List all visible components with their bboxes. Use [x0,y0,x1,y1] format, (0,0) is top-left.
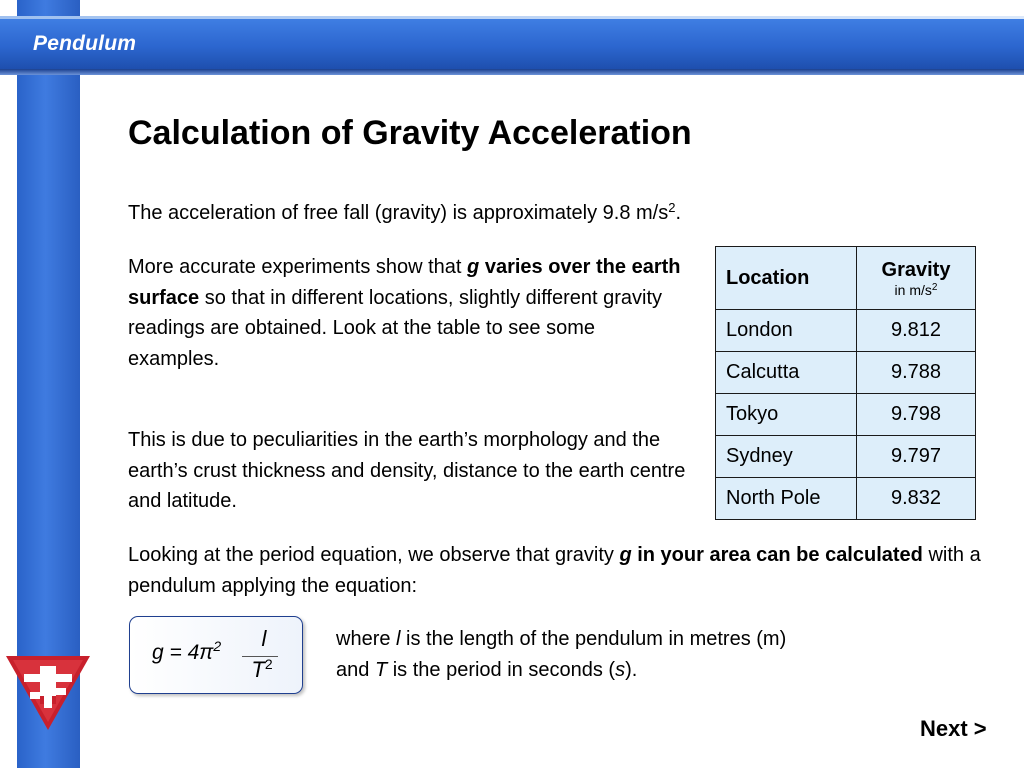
where-text-4: is the period in seconds ( [387,658,616,681]
table-header-gravity [857,247,976,310]
header-bottom-line [0,69,1024,75]
formula-left-text: g = 4π [152,641,214,664]
formula-denominator-sup: 2 [264,656,273,672]
intro-sup: 2 [668,200,676,215]
intro-end: . [675,202,682,224]
experiments-text-2: so that in different locations, slightly different gravity readings are obtained. Look at the table to see some examples. [128,286,662,370]
cause-paragraph: This is due to peculiarities in the earth’s morphology and the earth’s crust thickness and density, distance to the earth centre and latitude. [128,429,686,512]
next-button[interactable]: Next > [920,716,987,741]
formula-denominator [242,657,282,683]
experiments-g-symbol: g [467,256,480,278]
period-text-1: Looking at the period equation, we observe that gravity [128,544,620,566]
formula-left [152,638,222,665]
where-l-symbol: l [396,628,401,650]
table-header-unit-text: in m/s [894,281,932,298]
table-cell-location: Tokyo [716,394,857,436]
where-text-3: and [336,658,375,681]
table-header-row [716,247,976,310]
experiments-text-1: More accurate experiments show that [128,256,468,278]
table-row [716,436,976,478]
table-cell-gravity: 9.797 [857,436,976,478]
intro-paragraph [128,198,681,229]
table-cell-location: London [716,310,857,352]
table-row [716,394,976,436]
period-g-symbol: g [619,544,632,566]
table-cell-gravity: 9.812 [857,310,976,352]
intro-text: The acceleration of free fall (gravity) is approximately 9.8 m/s [128,202,669,224]
where-s-symbol: s [615,658,626,681]
table-cell-gravity: 9.832 [857,478,976,520]
period-text-2: with a pendulum applying the equation: [128,544,981,597]
table-row [716,352,976,394]
table-cell-location: Calcutta [716,352,857,394]
app-title: Pendulum [33,32,137,55]
gravity-table [715,246,976,520]
table-header-unit [857,282,975,299]
page-title: Calculation of Gravity Acceleration [128,114,692,152]
table-header-location: Location [716,247,857,310]
where-T-symbol: T [374,658,388,681]
table-row [716,310,976,352]
where-text-5: ). [625,658,638,681]
table-cell-location: Sydney [716,436,857,478]
where-paragraph [336,624,786,685]
formula-numerator: l [261,626,267,651]
table-header-gravity-label: Gravity [881,258,951,281]
experiments-paragraph [128,252,688,374]
formula-box [129,616,303,694]
table-row [716,478,976,520]
table-cell-gravity: 9.788 [857,352,976,394]
header-bar [0,19,1024,69]
formula-left-sup: 2 [213,638,222,654]
period-bold: in your area can be calculated [631,544,923,566]
formula-denominator-text: T [251,657,265,682]
table-cell-gravity: 9.798 [857,394,976,436]
period-paragraph [128,540,1008,601]
table-cell-location: North Pole [716,478,857,520]
brand-logo-icon [0,652,96,734]
where-text-2: is the length of the pendulum in metres (m) [400,628,787,650]
where-text-1: where [336,628,397,650]
experiments-bold: varies over the earth surface [128,256,681,309]
table-header-unit-sup: 2 [931,281,938,293]
